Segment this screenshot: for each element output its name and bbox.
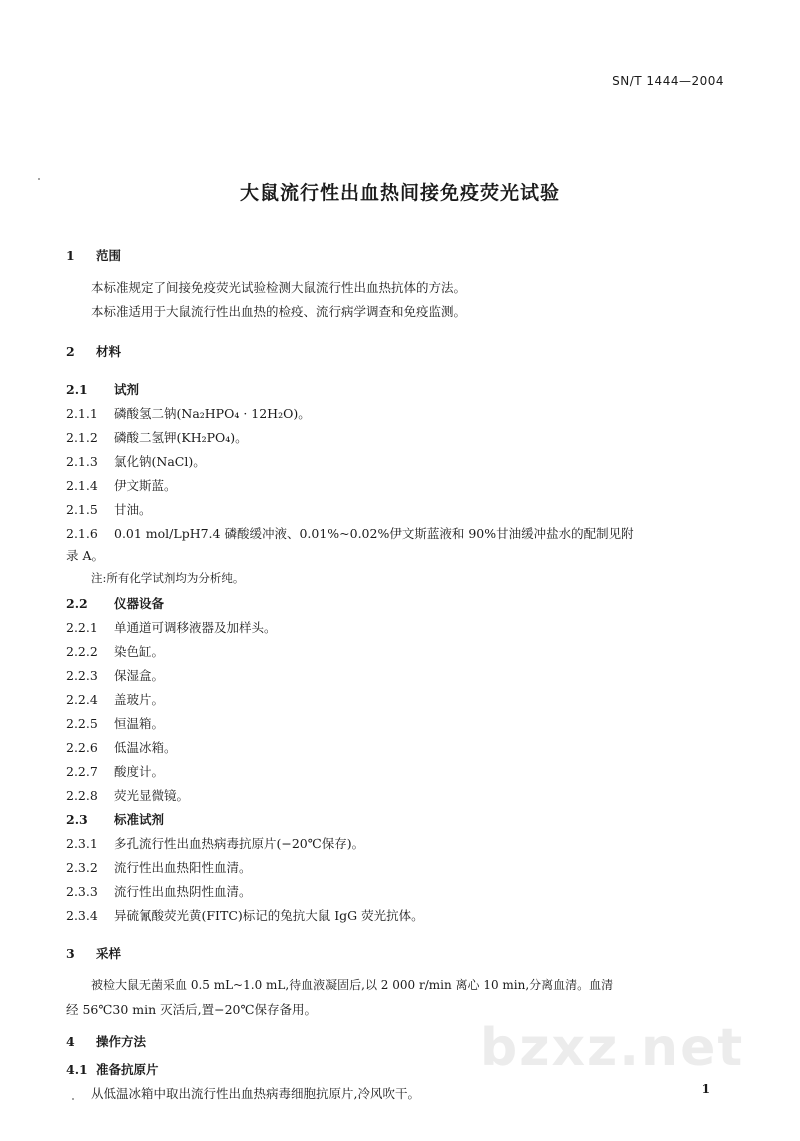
section-2-1-heading	[66, 380, 139, 398]
section-2-heading	[66, 342, 121, 360]
watermark: bzxz.net	[480, 1018, 745, 1078]
section-number: 2.1	[66, 382, 88, 397]
section-title: 采样	[96, 946, 122, 961]
clause-2-2-2: 2.2.2 染色缸。	[66, 644, 165, 659]
section-number: 3	[66, 946, 75, 961]
paragraph: 本标准规定了间接免疫荧光试验检测大鼠流行性出血热抗体的方法。	[91, 280, 467, 295]
clause-2-3-3: 2.3.3 流行性出血热阴性血清。	[66, 884, 252, 899]
section-2-2-heading	[66, 594, 164, 612]
section-title: 试剂	[114, 382, 140, 397]
scan-speck	[72, 1098, 74, 1100]
section-number: 2.3	[66, 812, 88, 827]
paragraph: 经 56℃30 min 灭活后,置−20℃保存备用。	[66, 1002, 317, 1017]
paragraph: 本标准适用于大鼠流行性出血热的检疫、流行病学调查和免疫监测。	[91, 304, 467, 319]
section-number: 2	[66, 344, 75, 359]
clause-2-2-1: 2.2.1 单通道可调移液器及加样头。	[66, 620, 277, 635]
note: 注:所有化学试剂均为分析纯。	[91, 571, 245, 585]
clause-2-1-6: 2.1.6 0.01 mol/LpH7.4 磷酸缓冲液、0.01%~0.02%伊文斯蓝液和 90%甘油缓冲盐水的配制见附	[66, 526, 634, 541]
section-title: 标准试剂	[114, 812, 165, 827]
clause-2-2-8: 2.2.8 荧光显微镜。	[66, 788, 190, 803]
section-3-heading	[66, 944, 121, 962]
clause-2-1-5: 2.1.5 甘油。	[66, 502, 152, 517]
clause-2-3-4: 2.3.4 异硫氰酸荧光黄(FITC)标记的兔抗大鼠 IgG 荧光抗体。	[66, 908, 424, 923]
section-title: 仪器设备	[114, 596, 165, 611]
section-title: 材料	[96, 344, 122, 359]
section-number: 4.1	[66, 1062, 88, 1077]
section-1-heading	[66, 246, 121, 264]
clause-2-2-3: 2.2.3 保湿盒。	[66, 668, 165, 683]
clause-2-1-1: 2.1.1 磷酸氢二钠(Na₂HPO₄ · 12H₂O)。	[66, 406, 311, 421]
paragraph: 从低温冰箱中取出流行性出血热病毒细胞抗原片,冷风吹干。	[91, 1086, 420, 1101]
clause-2-3-1: 2.3.1 多孔流行性出血热病毒抗原片(−20℃保存)。	[66, 836, 365, 851]
page-number: 1	[701, 1082, 710, 1096]
document-title: 大鼠流行性出血热间接免疫荧光试验	[239, 182, 560, 204]
scan-speck	[38, 178, 40, 180]
standard-code: SN/T 1444—2004	[612, 74, 724, 88]
clause-2-1-3: 2.1.3 氯化钠(NaCl)。	[66, 454, 206, 469]
clause-2-2-4: 2.2.4 盖玻片。	[66, 692, 165, 707]
section-4-heading	[66, 1032, 146, 1050]
clause-2-1-4: 2.1.4 伊文斯蓝。	[66, 478, 177, 493]
section-number: 1	[66, 248, 75, 263]
paragraph: 被检大鼠无菌采血 0.5 mL~1.0 mL,待血液凝固后,以 2 000 r/min 离心 10 min,分离血清。血清	[91, 978, 614, 992]
section-2-3-heading	[66, 810, 164, 828]
section-number: 4	[66, 1034, 75, 1049]
clause-2-1-2: 2.1.2 磷酸二氢钾(KH₂PO₄)。	[66, 430, 248, 445]
section-title: 操作方法	[96, 1034, 147, 1049]
section-4-1-heading	[66, 1060, 159, 1078]
section-number: 2.2	[66, 596, 88, 611]
clause-2-2-6: 2.2.6 低温冰箱。	[66, 740, 177, 755]
clause-2-3-2: 2.3.2 流行性出血热阳性血清。	[66, 860, 252, 875]
clause-2-1-6-continued: 录 A。	[66, 548, 105, 563]
clause-2-2-7: 2.2.7 酸度计。	[66, 764, 165, 779]
section-title: 准备抗原片	[96, 1062, 159, 1077]
clause-2-2-5: 2.2.5 恒温箱。	[66, 716, 165, 731]
section-title: 范围	[96, 248, 122, 263]
